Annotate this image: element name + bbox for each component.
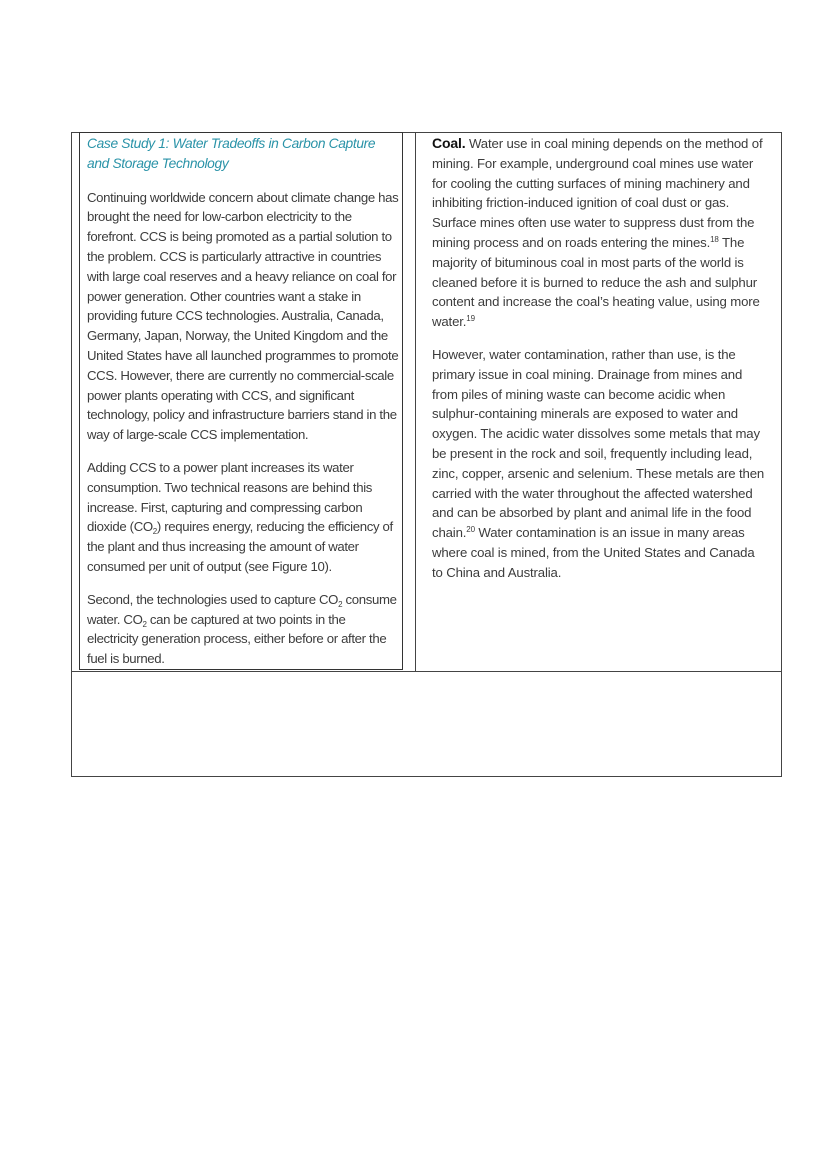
case-study-paragraph-1: Continuing worldwide concern about climate change has brought the need for low-carbon electricity to the forefront. CCS is being promoted as a partial solution to the problem. CCS is particularly attractive in countries with large coal reserves and a heavy reliance on coal for power generation. Other countries want a stake in providing future CCS technologies. Australia, Canada, Germany, Japan, Norway, the United Kingdom and the United States have all launched programmes to promote CCS. However, there are currently no commercial-scale power plants operating with CCS, and significant technology, policy and infrastructure barriers stand in the way of large-scale CCS implementation. <box>87 189 399 443</box>
subscript: 2 <box>142 619 147 629</box>
coal-paragraph-2 <box>432 345 766 583</box>
paragraph-text: However, water contamination, rather than use, is the primary issue in coal mining. Drainage from mines and from piles of mining waste can become acidic when sulphur-containing minerals are exposed to water and oxygen. The acidic water dissolves some metals that may be present in the rock and soil, frequently including lead, zinc, copper, arsenic and selenium. These metals are then carried with the water throughout the affected watershed and can be absorbed by plant and animal life in the food chain. <box>432 346 765 541</box>
coal-column <box>432 134 766 596</box>
footnote-ref: 20 <box>466 525 475 535</box>
coal-paragraph-1 <box>432 134 766 332</box>
paragraph-text: consume water. CO <box>87 591 397 627</box>
paragraph-text: Water contamination is an issue in many areas where coal is mined, from the United States and Canada to China and Australia. <box>432 525 755 580</box>
paragraph-text: The majority of bituminous coal in most parts of the world is cleaned before it is burned to reduce the ash and sulphur content and increase the coal’s heating value, using more water. <box>432 234 760 330</box>
case-study-column <box>87 134 399 682</box>
coal-heading: Coal. <box>432 135 466 151</box>
paragraph-text: can be captured at two points in the electricity generation process, either before or after the fuel is burned. <box>87 611 387 667</box>
case-study-paragraph-3 <box>87 590 399 669</box>
footnote-ref: 19 <box>466 314 475 324</box>
paragraph-text: ) requires energy, reducing the efficiency of the plant and thus increasing the amount of water consumed per unit of output (see Figure 10). <box>87 519 393 574</box>
footnote-ref: 18 <box>710 234 719 244</box>
subscript: 2 <box>338 599 343 609</box>
case-study-title: Case Study 1: Water Tradeoffs in Carbon Capture and Storage Technology <box>87 136 376 171</box>
paragraph-text: Adding CCS to a power plant increases its water consumption. Two technical reasons are behind this increase. First, capturing and compressing carbon dioxide (CO <box>87 459 373 535</box>
paragraph-text: Water use in coal mining depends on the method of mining. For example, underground coal mines use water for cooling the cutting surfaces of mining machinery and inhibiting friction-induced ignition of coal dust or gas. Surface mines often use water to suppress dust from the mining process and on roads entering the mines. <box>432 136 763 250</box>
subscript: 2 <box>152 527 157 537</box>
table-column-divider <box>415 132 416 672</box>
paragraph-text: Second, the technologies used to capture CO <box>87 591 339 607</box>
case-study-paragraph-2 <box>87 458 399 577</box>
